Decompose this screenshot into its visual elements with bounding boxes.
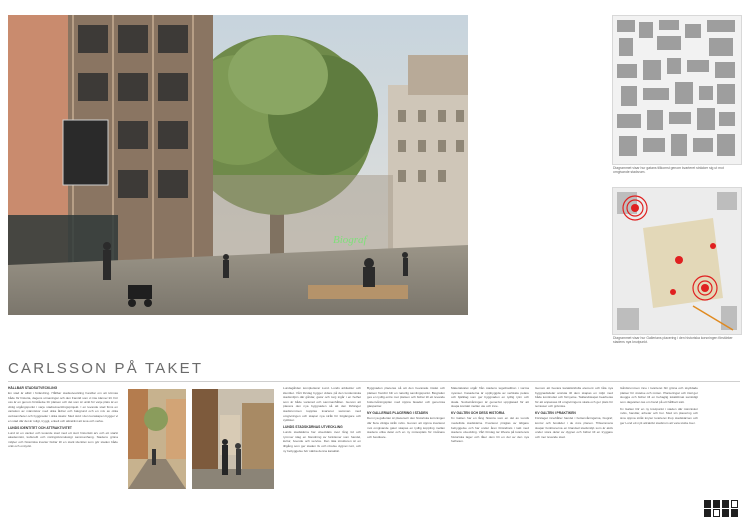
section-heading: KV GALTEN I PRAKTIKEN xyxy=(535,411,576,416)
text-column-2 xyxy=(283,386,361,506)
section-body: Den nya gallerian är placerad i den historiska korsningen där flera viktiga stråk möts. Genom att öppna kvarteret mot omgivande gator skapas en tydlig koppling mellan stadens olika delar och en ny mötesplats för invånare och besökare. xyxy=(367,416,445,439)
street-photo-2-illustration xyxy=(192,389,274,489)
diagram-column xyxy=(612,15,740,345)
street-photo-1-illustration xyxy=(128,389,186,489)
grid-cell xyxy=(722,509,729,517)
section-heading: NY GALLERIAS PLACERING I STADEN xyxy=(367,411,428,416)
street-map-diagram xyxy=(612,15,742,174)
grid-cell xyxy=(704,500,711,508)
grid-cell xyxy=(722,500,729,508)
section-body: Kv Galten har en lång historia som en del av Lunds medeltida stadskärna. Kvarteret präglas av tidigare bebyggelse och har under åren förändrats i takt med stadens utveckling. Vårt förslag tar tillvara på kvarterets historiska lager och låter dem bli en del av den nya helheten. xyxy=(451,416,529,444)
street-map-illustration xyxy=(613,16,741,164)
sheet-index-grid xyxy=(704,500,738,517)
page-title: CARLSSON PÅ TAKET xyxy=(8,360,204,377)
section-heading: LUNDS STADSKÄRNAS UTVECKLING xyxy=(283,425,343,430)
biograf-sign: Biograf xyxy=(333,234,367,246)
text-column-6 xyxy=(620,386,698,506)
section-body: Genom att bevara karaktärsfulla element och låta nya byggnadsdelar ansluta till dem skapas en miljö med både kontinuitet och förnyelse. Taklandskapet bearbetas för att anpassas till omgivningens skala och ger plats för terrasser och grönska. xyxy=(535,386,613,409)
placement-map-illustration xyxy=(613,188,741,334)
section-body: Materialvalet utgår från stadens tegeltradition i varma nyanser. Fasaderna är uppbyggda av vertikala pelare och bjälklag som ger byggnaden en tydlig rytm och skala. Sockelvåningen är generöst uppglasad för att skapa kontakt mellan ute och inne. xyxy=(451,386,529,409)
grid-cell xyxy=(704,509,711,517)
text-column-4 xyxy=(451,386,529,506)
section-body: Lundagården kompletterar Lund. Lunds arkitektur och identitet. Vårt förslag bygger vidare på den lundensiska stadsmiljön där gårdar, gator och torg ingår i en helhet som är både varierad och sammanhållen. Genom att placera den nya byggnaden så att den förlänger stadsrummen kopplas kvarteret samman med omgivningen och skapar nya stråk för fotgängare och cyklister. xyxy=(283,386,361,423)
text-column-1 xyxy=(8,386,118,506)
title-divider xyxy=(8,381,740,382)
section-body: Lunds stadskärna har utvecklats över lång tid och rymmer idag en blandning av funktioner som handel, kultur, boende och service. Den täta strukturen är en tillgång som ger staden liv och rörelse dygnet runt, och ny bebyggelse bör stärka denna karaktär. xyxy=(283,430,361,453)
hero-rendering xyxy=(8,15,468,315)
section-body: Lund är en vacker och levande stad med ett stort historiskt arv och ett starkt akademiskt, kulturellt och näringslivsmässigt sammanhang. Stadens gröna miljöer och historiska kvarter bidrar till en stark identitet som gör staden både unik och omtyckt. xyxy=(8,430,118,449)
grid-cell xyxy=(713,509,720,517)
gallery-placement-diagram xyxy=(612,187,742,344)
text-column-3 xyxy=(367,386,445,506)
grid-cell xyxy=(713,500,720,508)
hero-illustration xyxy=(8,15,468,315)
street-photo-2 xyxy=(192,389,274,489)
grid-cell xyxy=(731,509,738,517)
section-body: Byggnaden placeras så att den bevarade trädet och platsen framför blir en naturlig samlingspunkt. Biografen ges en tydlig entré mot platsen och bidrar till ett levande bottenvåningsplan med öppna fasader och generösa glaspartier. xyxy=(367,386,445,409)
section-body: Kv Galten blir en ny knutpunkt i staden där människor möts, handlar, arbetar och bor. Med sin placering och sina öppna stråk knyter kvarteret ihop stadskärnan och ger Lund ett nytt attraktivt stadsrum att vara stolta över. xyxy=(620,406,698,425)
section-body: Gårdsrummen inne i kvarteret blir gröna och skyddade platser för vistelse och möten. Planteringar och träd ger skugga och bidrar till en behaglig lokalklimat samtidigt som dagvatten tas om hand på ett hållbart sätt. xyxy=(620,386,698,404)
section-heading: LUNDS IDENTITET OCH ATTRAKTIVITET xyxy=(8,425,72,430)
section-heading: KV GALTEN OCH DESS HISTORIA xyxy=(451,411,505,416)
street-photo-1 xyxy=(128,389,186,489)
section-heading: HÅLLBAR STADSUTVECKLING xyxy=(8,386,58,390)
map-caption-bottom: Diagrammet visar hur Gallerians placering i den historiska korsningen förstärker stadens nya knutpunkt. xyxy=(613,336,733,344)
grid-cell xyxy=(731,500,738,508)
map-caption-top: Diagrammet visar hur gatans tillkomst genom kvarteret sträcker sig ut mot omgivande stadsrum. xyxy=(613,166,724,174)
section-body: Förslaget innehåller handel i bottenvåningarna, biograf, kontor och bostäder i de övre planen. Tillsammans skapar funktionerna en blandad stadsmiljö som är aktiv under stora delar av dygnet och bidrar till en tryggare och mer levande stad. xyxy=(535,416,613,439)
text-column-5 xyxy=(535,386,613,506)
section-body: En stad är alltid i förändring. Hållbar stadsutveckling handlar om att tvinnas både för historia, dagens utmaningar och den framtid som vi inte känner till. För oss är en genom förståelse för platsen och det som är unikt för varje plats är en viktig utgångspunkt i varje stadsutvecklingsprojekt. I en levande stad finns en variation av människor med olika åldrar och bakgrund och en mix av olika verksamheter och byggnader i olika skalor. Med stöd i den kunskapen bygger vi en stad där det är roligt, tryggt, enkelt och attraktivt att leva och verka. xyxy=(8,390,118,423)
